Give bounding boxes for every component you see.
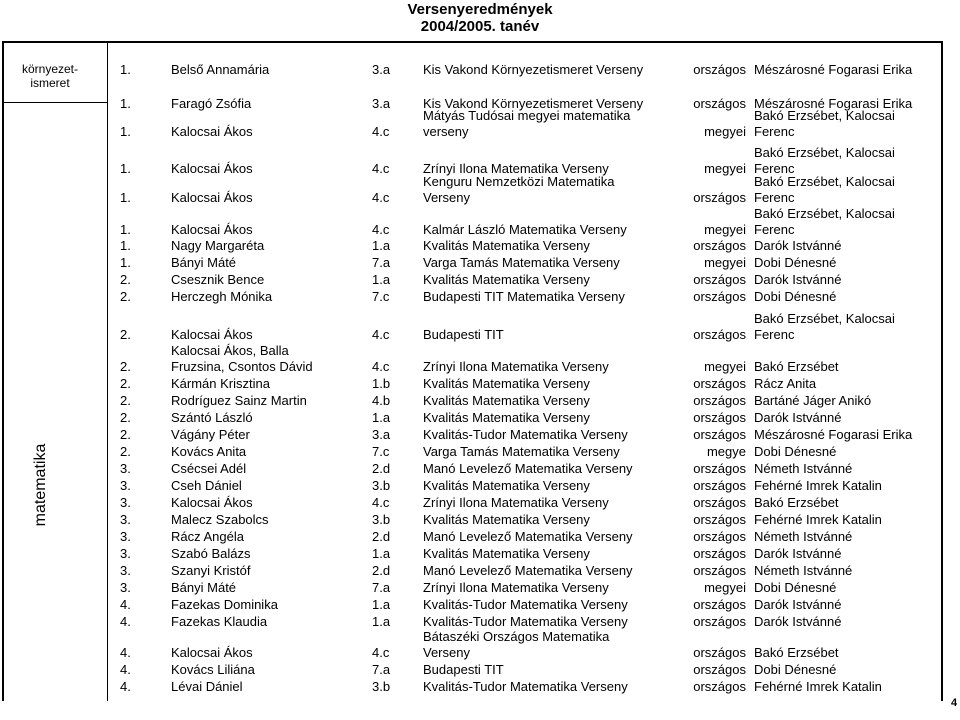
row-level: országos <box>693 679 746 694</box>
row-competition: Manó Levelező Matematika Verseny <box>423 563 633 578</box>
row-class: 1.a <box>372 238 391 253</box>
row-rank: 3. <box>120 461 131 476</box>
row-competition: Zrínyi Ilona Matematika Verseny <box>423 580 609 595</box>
row-class: 7.c <box>372 444 390 459</box>
row-teacher: Darók Istvánné <box>754 614 842 629</box>
row-rank: 1. <box>120 255 131 270</box>
row-competition: Varga Tamás Matematika Verseny <box>423 255 620 270</box>
row-name: Kalocsai Ákos <box>171 190 253 205</box>
row-name: Kalocsai Ákos <box>171 495 253 510</box>
row-class: 1.a <box>372 546 391 561</box>
row-class: 4.b <box>372 393 391 408</box>
row-teacher: Dobi Dénesné <box>754 662 837 677</box>
row-teacher: Bakó Erzsébet <box>754 495 839 510</box>
row-rank: 1. <box>120 96 131 111</box>
row-name: Kalocsai Ákos <box>171 645 253 660</box>
row-teacher: Németh Istvánné <box>754 461 853 476</box>
row-competition: Kvalitás Matematika Verseny <box>423 478 590 493</box>
row-teacher: Fehérné Imrek Katalin <box>754 679 882 694</box>
row-rank: 3. <box>120 546 131 561</box>
row-level: országos <box>693 461 746 476</box>
row-name: Szanyi Kristóf <box>171 563 251 578</box>
row-name: Bányi Máté <box>171 580 237 595</box>
row-name: Kovács Anita <box>171 444 247 459</box>
row-rank: 2. <box>120 410 131 425</box>
row-rank: 3. <box>120 563 131 578</box>
row-class: 7.a <box>372 662 391 677</box>
row-teacher: Darók Istvánné <box>754 410 842 425</box>
row-level: megyei <box>704 124 746 139</box>
row-level: megyei <box>704 255 746 270</box>
row-name: Lévai Dániel <box>171 679 243 694</box>
row-class: 7.c <box>372 289 390 304</box>
category-cell-math <box>4 103 108 701</box>
row-competition: Kvalitás-Tudor Matematika Verseny <box>423 679 628 694</box>
row-name: Kalocsai Ákos <box>171 124 253 139</box>
row-level: országos <box>693 272 746 287</box>
row-name: Herczegh Mónika <box>171 289 273 304</box>
row-rank: 1. <box>120 124 131 139</box>
page-number: 4 <box>951 697 958 709</box>
row-teacher: Dobi Dénesné <box>754 255 837 270</box>
row-rank: 2. <box>120 427 131 442</box>
row-rank: 3. <box>120 495 131 510</box>
row-name: Csécsei Adél <box>171 461 247 476</box>
row-rank: 1. <box>120 190 131 205</box>
row-rank: 4. <box>120 679 131 694</box>
row-level: országos <box>693 96 746 111</box>
row-class: 1.a <box>372 597 391 612</box>
row-level: országos <box>693 376 746 391</box>
row-name: Fazekas Klaudia <box>171 614 268 629</box>
row-competition: Kis Vakond Környezetismeret Verseny <box>423 62 644 77</box>
row-name: Malecz Szabolcs <box>171 512 269 527</box>
row-class: 3.b <box>372 679 391 694</box>
row-competition: Kvalitás Matematika Verseny <box>423 546 590 561</box>
row-teacher: Bakó Erzsébet <box>754 359 839 374</box>
row-rank: 4. <box>120 614 131 629</box>
row-teacher: Dobi Dénesné <box>754 444 837 459</box>
row-competition: Budapesti TIT <box>423 327 504 342</box>
row-teacher: Bakó Erzsébet, Kalocsai Ferenc <box>754 145 895 176</box>
row-class: 4.c <box>372 124 390 139</box>
row-rank: 2. <box>120 272 131 287</box>
row-teacher: Bakó Erzsébet, Kalocsai Ferenc <box>754 206 895 237</box>
row-teacher: Darók Istvánné <box>754 272 842 287</box>
row-competition: Kvalitás Matematika Verseny <box>423 272 590 287</box>
row-class: 4.c <box>372 161 390 176</box>
row-class: 4.c <box>372 645 390 660</box>
row-teacher: Németh Istvánné <box>754 529 853 544</box>
row-name: Kalocsai Ákos, Balla Fruzsina, Csontos Dávid <box>171 343 313 374</box>
row-name: Bányi Máté <box>171 255 237 270</box>
row-class: 3.a <box>372 62 391 77</box>
row-competition: Zrínyi Ilona Matematika Verseny <box>423 359 609 374</box>
row-competition: Budapesti TIT <box>423 662 504 677</box>
row-class: 3.b <box>372 478 391 493</box>
row-class: 4.c <box>372 495 390 510</box>
row-level: országos <box>693 597 746 612</box>
row-class: 2.d <box>372 563 391 578</box>
category-label-math: matematika <box>32 443 49 527</box>
row-level: országos <box>693 289 746 304</box>
row-level: országos <box>693 495 746 510</box>
row-level: országos <box>693 546 746 561</box>
row-teacher: Darók Istvánné <box>754 597 842 612</box>
row-name: Kalocsai Ákos <box>171 222 253 237</box>
row-competition: Kvalitás Matematika Verseny <box>423 238 590 253</box>
row-name: Kármán Krisztina <box>171 376 270 391</box>
row-rank: 3. <box>120 512 131 527</box>
row-rank: 1. <box>120 238 131 253</box>
row-competition: Manó Levelező Matematika Verseny <box>423 461 633 476</box>
row-level: országos <box>693 563 746 578</box>
row-rank: 3. <box>120 580 131 595</box>
row-level: országos <box>693 662 746 677</box>
row-rank: 2. <box>120 359 131 374</box>
row-competition: Zrínyi Ilona Matematika Verseny <box>423 161 609 176</box>
row-class: 4.c <box>372 222 390 237</box>
row-name: Szabó Balázs <box>171 546 251 561</box>
row-competition: Kvalitás Matematika Verseny <box>423 410 590 425</box>
row-competition: Mátyás Tudósai megyei matematika verseny <box>423 108 631 139</box>
row-competition: Kvalitás Matematika Verseny <box>423 393 590 408</box>
row-name: Rácz Angéla <box>171 529 244 544</box>
row-teacher: Fehérné Imrek Katalin <box>754 478 882 493</box>
row-rank: 1. <box>120 222 131 237</box>
row-level: országos <box>693 190 746 205</box>
row-name: Kalocsai Ákos <box>171 161 253 176</box>
row-name: Faragó Zsófia <box>171 96 252 111</box>
row-name: Kovács Liliána <box>171 662 255 677</box>
row-rank: 2. <box>120 327 131 342</box>
row-competition: Kvalitás-Tudor Matematika Verseny <box>423 427 628 442</box>
row-name: Szántó László <box>171 410 253 425</box>
row-teacher: Fehérné Imrek Katalin <box>754 512 882 527</box>
row-level: megyei <box>704 161 746 176</box>
row-level: megyei <box>704 580 746 595</box>
row-teacher: Darók Istvánné <box>754 546 842 561</box>
row-rank: 1. <box>120 62 131 77</box>
row-name: Cseh Dániel <box>171 478 242 493</box>
row-rank: 1. <box>120 161 131 176</box>
row-class: 4.c <box>372 327 390 342</box>
row-teacher: Bakó Erzsébet <box>754 645 839 660</box>
row-class: 2.d <box>372 461 391 476</box>
page-title: Versenyeredmények <box>407 1 553 18</box>
row-teacher: Németh Istvánné <box>754 563 853 578</box>
row-teacher: Dobi Dénesné <box>754 289 837 304</box>
row-class: 1.a <box>372 410 391 425</box>
row-level: országos <box>693 529 746 544</box>
row-rank: 2. <box>120 289 131 304</box>
row-competition: Kis Vakond Környezetismeret Verseny <box>423 96 644 111</box>
row-rank: 2. <box>120 393 131 408</box>
row-class: 3.a <box>372 96 391 111</box>
row-teacher: Mészárosné Fogarasi Erika <box>754 427 913 442</box>
row-teacher: Mészárosné Fogarasi Erika <box>754 96 913 111</box>
row-level: megyei <box>704 359 746 374</box>
row-rank: 3. <box>120 478 131 493</box>
row-teacher: Bartáné Jáger Anikó <box>754 393 872 408</box>
row-class: 7.a <box>372 255 391 270</box>
row-rank: 4. <box>120 645 131 660</box>
row-level: országos <box>693 62 746 77</box>
row-teacher: Rácz Anita <box>754 376 817 391</box>
row-level: országos <box>693 614 746 629</box>
category-label-environment: környezet- ismeret <box>21 62 79 90</box>
row-class: 4.c <box>372 359 390 374</box>
row-name: Belső Annamária <box>171 62 270 77</box>
row-teacher: Bakó Erzsébet, Kalocsai Ferenc <box>754 174 895 205</box>
row-name: Kalocsai Ákos <box>171 327 253 342</box>
row-competition: Budapesti TIT Matematika Verseny <box>423 289 625 304</box>
row-class: 4.c <box>372 190 390 205</box>
row-rank: 4. <box>120 662 131 677</box>
row-class: 7.a <box>372 580 391 595</box>
row-level: országos <box>693 478 746 493</box>
row-level: országos <box>693 238 746 253</box>
row-class: 3.b <box>372 512 391 527</box>
row-competition: Kvalitás-Tudor Matematika Verseny <box>423 597 628 612</box>
row-class: 3.a <box>372 427 391 442</box>
row-rank: 3. <box>120 529 131 544</box>
row-name: Rodríguez Sainz Martin <box>171 393 307 408</box>
row-competition: Manó Levelező Matematika Verseny <box>423 529 633 544</box>
row-class: 2.d <box>372 529 391 544</box>
row-teacher: Bakó Erzsébet, Kalocsai Ferenc <box>754 311 895 342</box>
row-teacher: Darók Istvánné <box>754 238 842 253</box>
row-competition: Bátaszéki Országos Matematika Verseny <box>423 629 610 660</box>
row-competition: Varga Tamás Matematika Verseny <box>423 444 620 459</box>
row-level: országos <box>693 645 746 660</box>
row-level: megye <box>706 444 746 459</box>
row-rank: 2. <box>120 444 131 459</box>
row-rank: 2. <box>120 376 131 391</box>
row-competition: Kenguru Nemzetközi Matematika Verseny <box>423 174 615 205</box>
row-competition: Kalmár László Matematika Verseny <box>423 222 627 237</box>
row-class: 1.a <box>372 614 391 629</box>
row-teacher: Bakó Erzsébet, Kalocsai Ferenc <box>754 108 895 139</box>
row-level: országos <box>693 410 746 425</box>
row-name: Vágány Péter <box>171 427 250 442</box>
row-competition: Zrínyi Ilona Matematika Verseny <box>423 495 609 510</box>
row-class: 1.b <box>372 376 391 391</box>
row-rank: 4. <box>120 597 131 612</box>
row-class: 1.a <box>372 272 391 287</box>
row-competition: Kvalitás-Tudor Matematika Verseny <box>423 614 628 629</box>
row-teacher: Dobi Dénesné <box>754 580 837 595</box>
row-level: országos <box>693 427 746 442</box>
row-name: Nagy Margaréta <box>171 238 265 253</box>
row-level: megyei <box>704 222 746 237</box>
row-level: országos <box>693 327 746 342</box>
page-subtitle: 2004/2005. tanév <box>420 18 540 35</box>
row-name: Csesznik Bence <box>171 272 265 287</box>
row-competition: Kvalitás Matematika Verseny <box>423 512 590 527</box>
row-level: országos <box>693 393 746 408</box>
row-teacher: Mészárosné Fogarasi Erika <box>754 62 913 77</box>
row-level: országos <box>693 512 746 527</box>
row-competition: Kvalitás Matematika Verseny <box>423 376 590 391</box>
row-name: Fazekas Dominika <box>171 597 278 612</box>
